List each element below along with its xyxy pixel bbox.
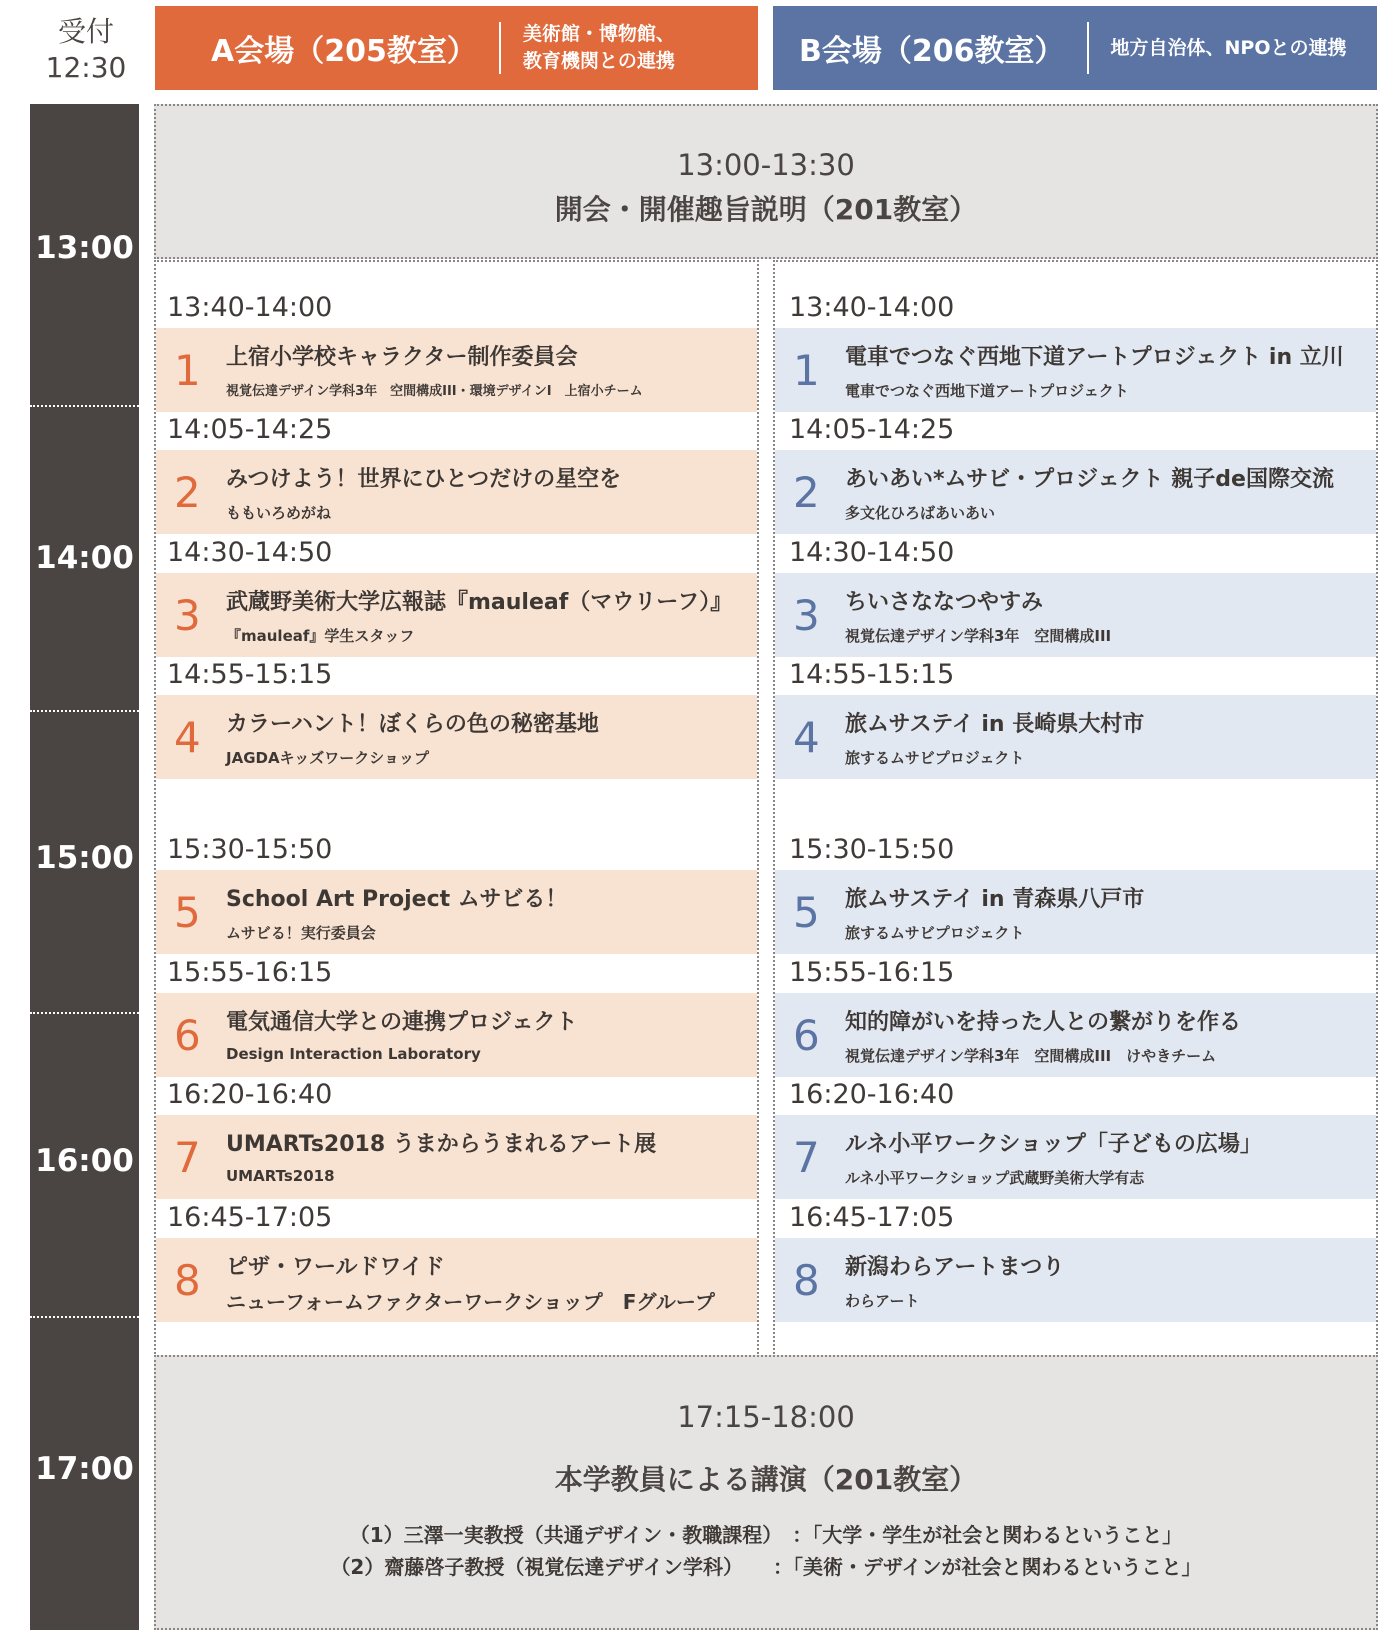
hour-label: 13:00 [35, 230, 134, 266]
hour-separator [30, 1316, 139, 1318]
session-number: 2 [174, 468, 201, 517]
session-card[interactable] [156, 573, 757, 657]
session-time: 14:30-14:50 [789, 537, 955, 568]
session-time: 14:05-14:25 [789, 414, 955, 445]
session-number: 7 [174, 1133, 201, 1182]
hour-separator [30, 710, 139, 712]
session-title: 電車でつなぐ西地下道アートプロジェクト in 立川 [845, 345, 1344, 370]
hour-separator [30, 405, 139, 407]
session-subtitle: ムサビる！実行委員会 [226, 924, 376, 942]
session-time: 15:30-15:50 [789, 834, 955, 865]
closing-title: 本学教員による講演（201教室） [554, 1463, 978, 1496]
venue-b-name: B会場（206教室） [799, 34, 1065, 69]
session-subtitle: JAGDAキッズワークショップ [226, 749, 429, 767]
session-time: 14:05-14:25 [167, 414, 333, 445]
lecture-list [154, 1519, 1378, 1583]
hour-label: 15:00 [35, 840, 134, 876]
session-card[interactable] [156, 450, 757, 534]
session-subtitle: ルネ小平ワークショップ武蔵野美術大学有志 [845, 1169, 1145, 1187]
session-subtitle: 『mauleaf』学生スタッフ [226, 627, 415, 645]
session-title: ちいさななつやすみ [845, 590, 1044, 615]
hour-label: 14:00 [35, 540, 134, 576]
session-title: あいあい*ムサビ・プロジェクト 親子de国際交流 [845, 467, 1334, 492]
session-card[interactable] [156, 1115, 757, 1199]
session-card[interactable] [156, 328, 757, 412]
lecture-item: （1）三澤一実教授（共通デザイン・教職課程） ：「大学・学生が社会と関わるということ」 [349, 1523, 1183, 1547]
session-title: UMARTs2018 うまからうまれるアート展 [226, 1132, 657, 1157]
session-number: 1 [793, 346, 820, 395]
session-title: 上宿小学校キャラクター制作委員会 [226, 345, 578, 370]
hour-label: 17:00 [35, 1451, 134, 1487]
session-time: 14:55-15:15 [167, 659, 333, 690]
session-subtitle: ニューフォームファクターワークショップ Fグループ [226, 1290, 715, 1314]
session-number: 6 [793, 1011, 820, 1060]
session-subtitle: 旅するムサビプロジェクト [845, 924, 1025, 942]
session-time: 13:40-14:00 [789, 292, 955, 323]
session-title: カラーハント！ぼくらの色の秘密基地 [226, 712, 599, 737]
session-card[interactable] [775, 328, 1376, 412]
session-subtitle: 旅するムサビプロジェクト [845, 749, 1025, 767]
session-title: 新潟わらアートまつり [845, 1255, 1065, 1280]
opening-time: 13:00-13:30 [677, 148, 855, 182]
session-subtitle: わらアート [845, 1292, 920, 1310]
session-time: 16:45-17:05 [167, 1202, 333, 1233]
session-time: 14:30-14:50 [167, 537, 333, 568]
session-subtitle: 視覚伝達デザイン学科3年 空間構成III [845, 627, 1112, 645]
hour-label: 16:00 [35, 1143, 134, 1179]
venue-b-header [773, 6, 1377, 90]
session-title: 武蔵野美術大学広報誌『mauleaf（マウリーフ）』 [226, 590, 733, 615]
session-subtitle: 電車でつなぐ西地下道アートプロジェクト [845, 382, 1129, 400]
session-title: ピザ・ワールドワイド [226, 1255, 445, 1280]
session-card[interactable] [775, 993, 1376, 1077]
session-number: 3 [793, 591, 820, 640]
session-title: 旅ムサステイ in 長崎県大村市 [845, 712, 1145, 737]
reception-info [30, 14, 142, 86]
session-subtitle: 視覚伝達デザイン学科3年 空間構成III・環境デザインI 上宿小チーム [226, 384, 643, 399]
session-number: 8 [793, 1256, 820, 1305]
session-time: 15:30-15:50 [167, 834, 333, 865]
session-time: 16:45-17:05 [789, 1202, 955, 1233]
venue-b-theme: 地方自治体、NPOとの連携 [1110, 36, 1347, 59]
session-title: みつけよう！世界にひとつだけの星空を [226, 467, 622, 492]
session-number: 5 [793, 888, 820, 937]
session-subtitle: 視覚伝達デザイン学科3年 空間構成III けやきチーム [845, 1047, 1217, 1065]
session-card[interactable] [775, 870, 1376, 954]
session-number: 6 [174, 1011, 201, 1060]
session-time: 15:55-16:15 [789, 957, 955, 988]
session-card[interactable] [156, 993, 757, 1077]
venue-a-name: A会場（205教室） [211, 34, 477, 69]
hour-separator [30, 1012, 139, 1014]
venue-a-theme: 美術館・博物館、 教育機関との連携 [522, 23, 675, 72]
session-title: 旅ムサステイ in 青森県八戸市 [845, 887, 1145, 912]
session-time: 15:55-16:15 [167, 957, 333, 988]
venue-a-header [155, 6, 758, 90]
session-title: 電気通信大学との連携プロジェクト [226, 1010, 578, 1035]
session-card[interactable] [775, 695, 1376, 779]
session-time: 14:55-15:15 [789, 659, 955, 690]
session-card[interactable] [156, 695, 757, 779]
session-card[interactable] [775, 1238, 1376, 1322]
session-number: 3 [174, 591, 201, 640]
session-time: 16:20-16:40 [789, 1079, 955, 1110]
session-number: 8 [174, 1256, 201, 1305]
session-number: 1 [174, 346, 201, 395]
session-number: 5 [174, 888, 201, 937]
session-subtitle: 多文化ひろばあいあい [845, 504, 996, 522]
session-card[interactable] [156, 870, 757, 954]
session-subtitle: Design Interaction Laboratory [226, 1045, 481, 1063]
session-card[interactable] [775, 1115, 1376, 1199]
session-number: 2 [793, 468, 820, 517]
reception-time: 12:30 [45, 51, 127, 84]
lecture-item: （2）齋藤啓子教授（視覚伝達デザイン学科） ：「美術・デザインが社会と関わるということ」 [330, 1555, 1202, 1579]
session-time: 16:20-16:40 [167, 1079, 333, 1110]
session-number: 7 [793, 1133, 820, 1182]
session-subtitle: UMARTs2018 [226, 1167, 335, 1185]
session-card[interactable] [156, 1238, 757, 1322]
session-title: School Art Project ムサビる！ [226, 887, 568, 912]
session-title: ルネ小平ワークショップ「子どもの広場」 [845, 1132, 1262, 1157]
session-card[interactable] [775, 450, 1376, 534]
session-number: 4 [793, 713, 820, 762]
reception-label: 受付 [57, 15, 114, 48]
session-card[interactable] [775, 573, 1376, 657]
opening-title: 開会・開催趣旨説明（201教室） [554, 193, 978, 226]
session-title: 知的障がいを持った人との繋がりを作る [845, 1010, 1242, 1035]
closing-time: 17:15-18:00 [677, 1400, 855, 1434]
session-subtitle: ももいろめがね [226, 504, 332, 522]
session-number: 4 [174, 713, 201, 762]
session-time: 13:40-14:00 [167, 292, 333, 323]
